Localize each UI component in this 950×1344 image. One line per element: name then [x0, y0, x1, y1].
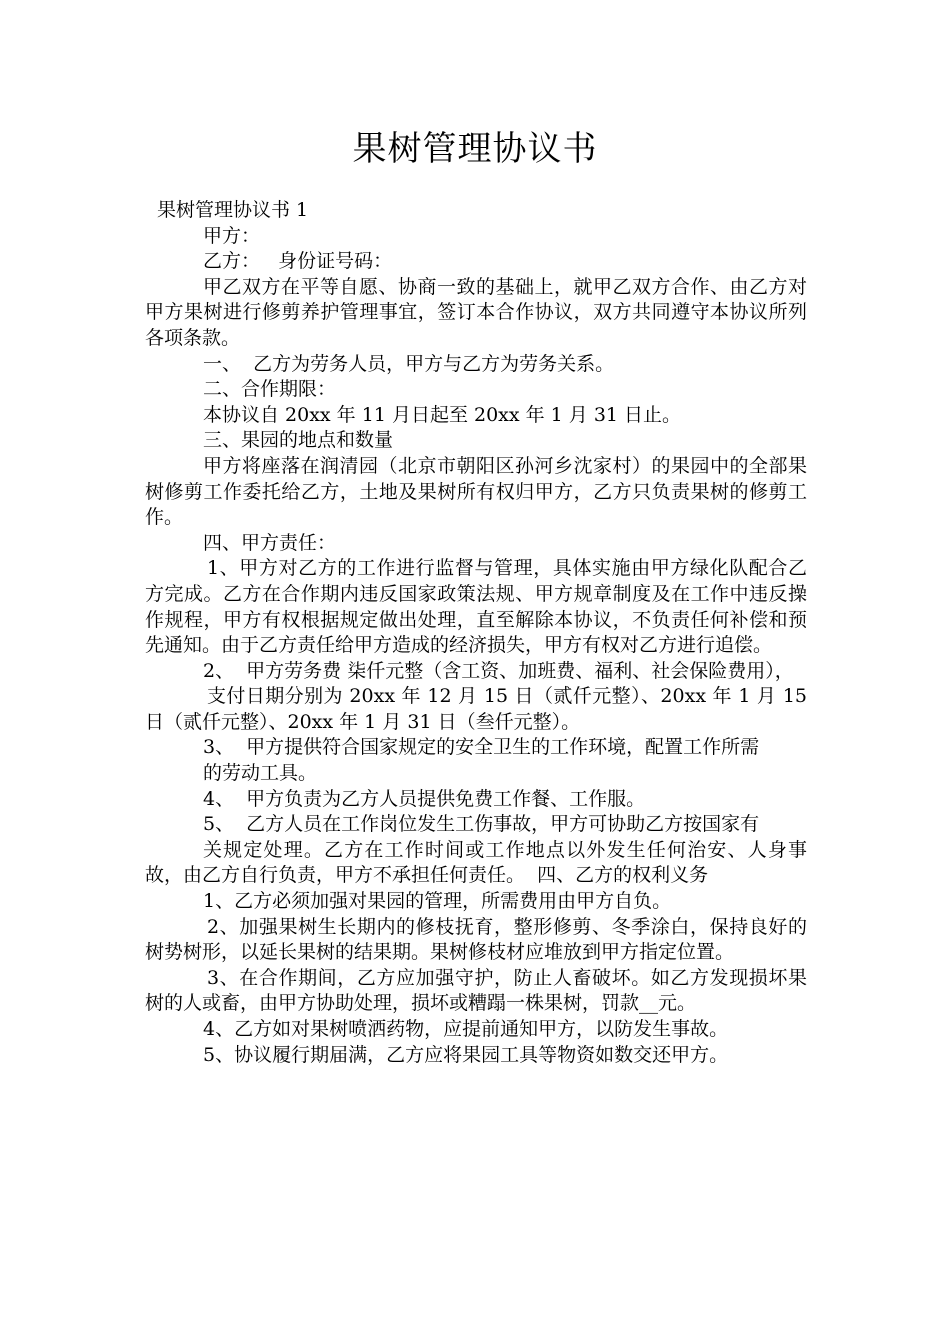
paragraph: 3、在合作期间，乙方应加强守护，防止人畜破坏。如乙方发现损坏果树的人或畜，由甲方协助处理，损坏或糟蹋一株果树，罚款__元。: [145, 966, 807, 1015]
paragraph: 3、 甲方提供符合国家规定的安全卫生的工作环境，配置工作所需: [203, 736, 760, 759]
paragraph: 1、甲方对乙方的工作进行监督与管理，具体实施由甲方绿化队配合乙方完成。乙方在合作期内违反国家政策法规、甲方规章制度及在工作中违反操作规程，甲方有权根据规定做出处理，直至解除本协议，不负责任何补偿和预先通知。由于乙方责任给甲方造成的经济损失，甲方有权对乙方进行追偿。: [145, 557, 807, 657]
paragraph: 甲方：: [203, 224, 261, 247]
paragraph: 4、乙方如对果树喷洒药物，应提前通知甲方，以防发生事故。: [203, 1018, 729, 1040]
paragraph: 2、加强果树生长期内的修枝抚育，整形修剪、冬季涂白，保持良好的树势树形，以延长果树的结果期。果树修枝材应堆放到甲方指定位置。: [145, 915, 807, 964]
paragraph: 一、 乙方为劳务人员，甲方与乙方为劳务关系。: [203, 352, 615, 375]
paragraph: 支付日期分别为 20xx 年 12 月 15 日（贰仟元整）、20xx 年 1 月 15 日（贰仟元整）、20xx 年 1 月 31 日（叁仟元整）。: [145, 685, 814, 733]
document-body: [145, 198, 814, 1068]
paragraph: 本协议自 20xx 年 11 月日起至 20xx 年 1 月 31 日止。: [203, 403, 682, 426]
paragraph: 5、协议履行期届满，乙方应将果园工具等物资如数交还甲方。: [203, 1043, 729, 1066]
paragraph: 甲方将座落在润清园（北京市朝阳区孙河乡沈家村）的果园中的全部果树修剪工作委托给乙方，土地及果树所有权归甲方，乙方只负责果树的修剪工作。: [145, 454, 807, 529]
paragraph: 四、甲方责任：: [203, 531, 337, 554]
paragraph: 三、果园的地点和数量: [203, 429, 394, 452]
paragraph: 二、合作期限：: [203, 378, 337, 401]
paragraph: 果树管理协议书 1: [157, 199, 309, 221]
document-title: 果树管理协议书: [352, 129, 598, 169]
paragraph: 甲乙双方在平等自愿、协商一致的基础上，就甲乙双方合作、由乙方对甲方果树进行修剪养护管理事宜，签订本合作协议，双方共同遵守本协议所列各项条款。: [145, 275, 807, 349]
paragraph: 关规定处理。乙方在工作时间或工作地点以外发生任何治安、人身事故，由乙方自行负责，甲方不承担任何责任。 四、乙方的权利义务: [145, 838, 807, 887]
paragraph: 1、乙方必须加强对果园的管理，所需费用由甲方自负。: [203, 890, 672, 913]
paragraph: 2、 甲方劳务费 柒仟元整（含工资、加班费、福利、社会保险费用），: [203, 659, 794, 682]
paragraph: 4、 甲方负责为乙方人员提供免费工作餐、工作服。: [203, 787, 646, 810]
paragraph: 5、 乙方人员在工作岗位发生工伤事故，甲方可协助乙方按国家有: [203, 813, 760, 836]
paragraph: 乙方： 身份证号码：: [203, 250, 393, 273]
paragraph: 的劳动工具。: [203, 762, 318, 785]
